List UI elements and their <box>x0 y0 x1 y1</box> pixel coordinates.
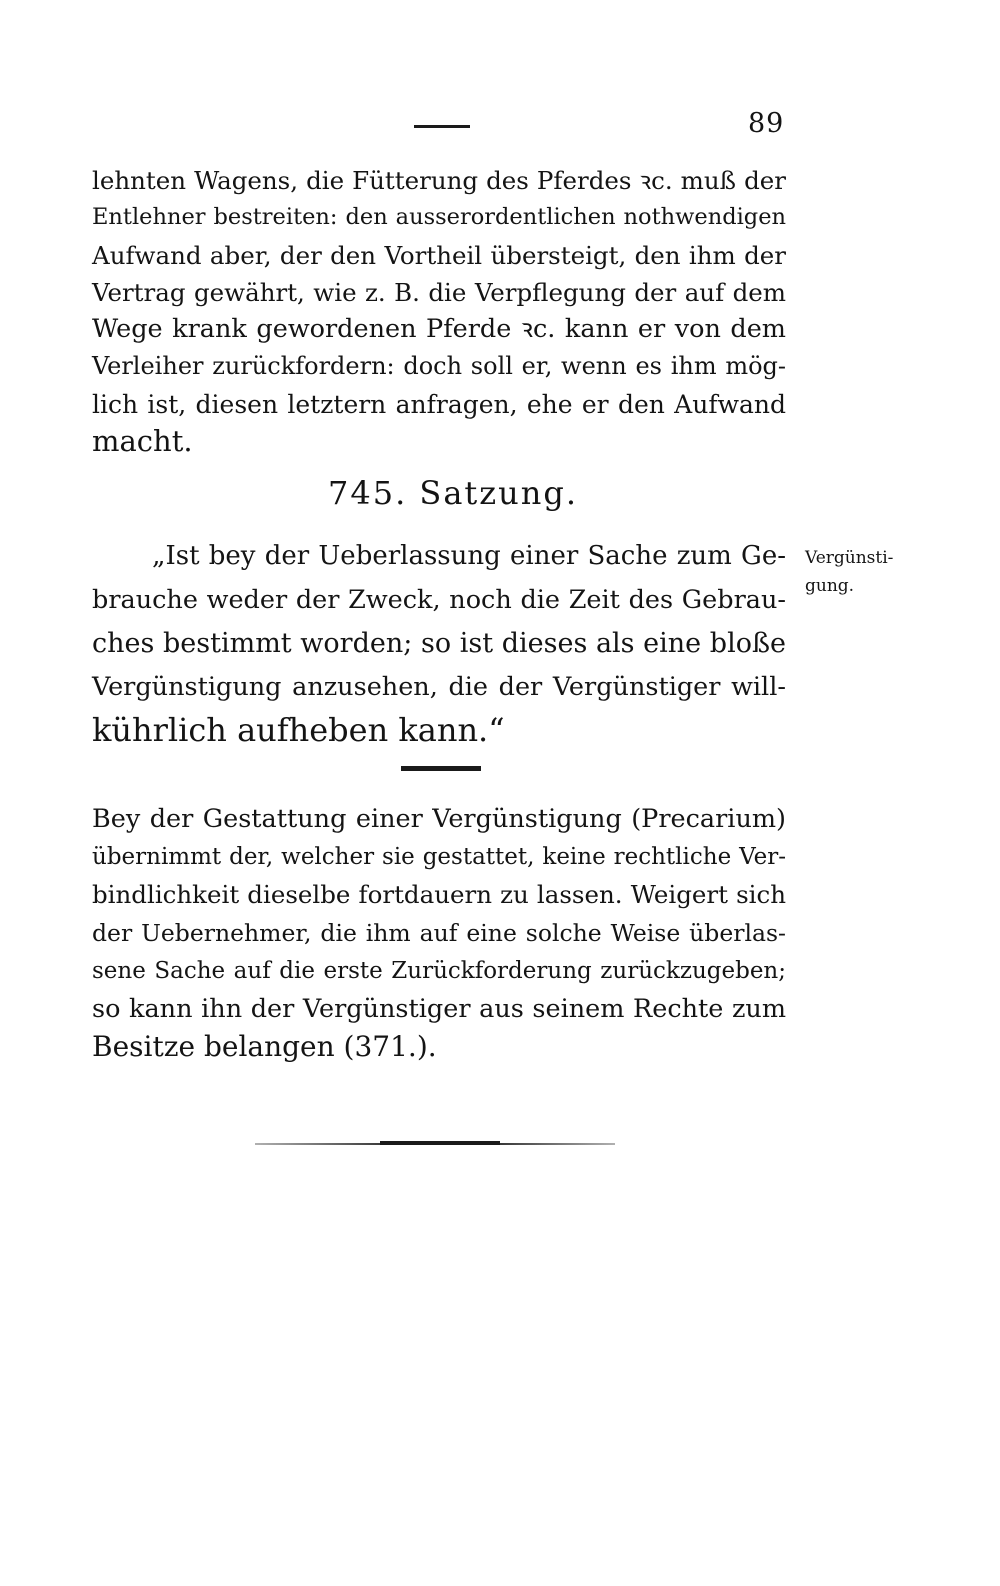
text-line: bindlichkeit dieselbe fortdauern zu lassen. Weigert sich <box>92 880 786 909</box>
text-line: Wege krank gewordenen Pferde ꝛc. kann er von dem <box>92 314 786 345</box>
page-number: 89 <box>748 108 785 139</box>
text-line: Aufwand aber, der den Vortheil übersteigt, den ihm der <box>92 240 786 270</box>
paragraph-continuation <box>92 162 786 460</box>
section-heading: 745. Satzung. <box>328 474 579 512</box>
text-line: Vertrag gewährt, wie z. B. die Verpflegung der auf dem <box>92 277 786 307</box>
text-line: übernimmt der, welcher sie gestattet, keine rechtliche Ver- <box>92 844 786 870</box>
section-divider-rule <box>401 766 481 771</box>
text-line: Vergünstigung anzusehen, die der Vergünstiger will- <box>92 671 786 702</box>
text-line: sene Sache auf die erste Zurückforderung zurückzugeben; <box>92 958 786 984</box>
margin-note-line: Vergünsti- <box>805 548 894 568</box>
text-line: der Uebernehmer, die ihm auf eine solche Weise überlas- <box>92 919 786 947</box>
text-line: Entlehner bestreiten: den ausserordentlichen nothwendigen <box>92 204 786 231</box>
text-line: lich ist, diesen letztern anfragen, ehe er den Aufwand <box>92 389 786 419</box>
text-line: „Ist bey der Ueberlassung einer Sache zum Ge- <box>152 541 786 571</box>
text-line: macht. <box>92 424 193 459</box>
closing-rule-center <box>380 1141 500 1145</box>
text-line: Verleiher zurückfordern: doch soll er, wenn es ihm mög- <box>92 352 786 381</box>
text-line: Bey der Gestattung einer Vergünstigung (Precarium) <box>92 804 786 834</box>
margin-note <box>805 544 925 600</box>
header-dash-rule <box>414 125 470 128</box>
text-line: kührlich aufheben kann.“ <box>92 711 505 749</box>
text-line: brauche weder der Zweck, noch die Zeit des Gebrau- <box>92 584 786 615</box>
statute-paragraph <box>92 535 786 753</box>
commentary-paragraph <box>92 800 786 1066</box>
text-line: Besitze belangen (371.). <box>92 1030 437 1063</box>
text-line: lehnten Wagens, die Fütterung des Pferdes ꝛc. muß der <box>92 166 786 195</box>
text-line: so kann ihn der Vergünstiger aus seinem Rechte zum <box>92 994 786 1024</box>
margin-note-line: gung. <box>805 576 855 596</box>
text-line: ches bestimmt worden; so ist dieses als eine bloße <box>92 628 786 659</box>
